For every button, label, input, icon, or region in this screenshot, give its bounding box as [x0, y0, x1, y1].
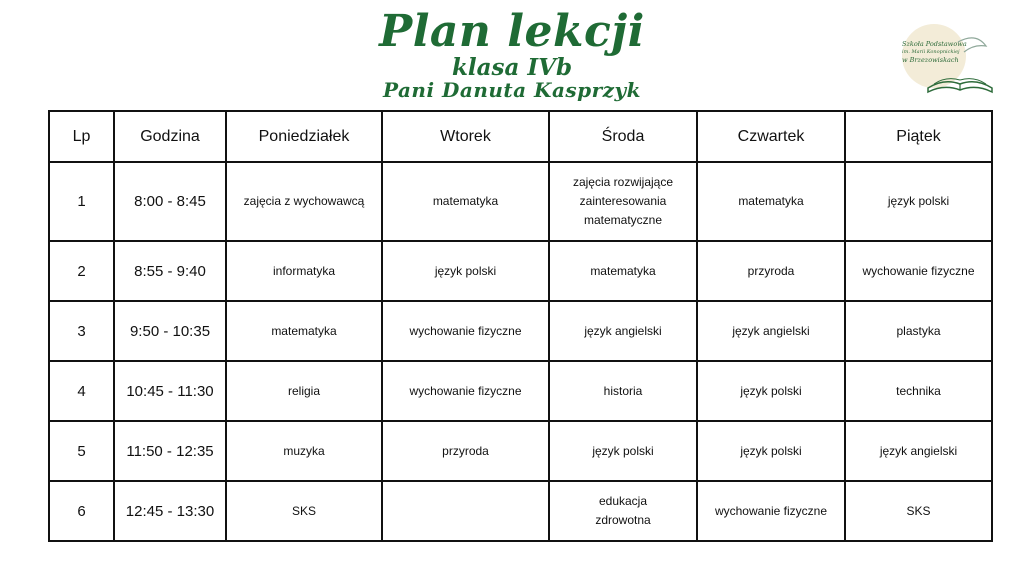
- table-row: [49, 421, 992, 481]
- timetable: [48, 110, 993, 542]
- lesson-time: 12:45 - 13:30: [114, 481, 226, 541]
- cell-thursday: język polski: [697, 361, 845, 421]
- table-row: [49, 241, 992, 301]
- cell-tuesday: [382, 481, 549, 541]
- cell-monday: SKS: [226, 481, 382, 541]
- header-poniedzialek: Poniedziałek: [226, 111, 382, 162]
- table-row: [49, 162, 992, 241]
- header-piatek: Piątek: [845, 111, 992, 162]
- header-godzina: Godzina: [114, 111, 226, 162]
- cell-wednesday: zajęcia rozwijające zainteresowania matematyczne: [549, 162, 697, 241]
- cell-thursday: przyroda: [697, 241, 845, 301]
- cell-monday: matematyka: [226, 301, 382, 361]
- table-row: [49, 301, 992, 361]
- lesson-number: 2: [49, 241, 114, 301]
- page-title: Plan lekcji: [379, 6, 645, 57]
- cell-tuesday: matematyka: [382, 162, 549, 241]
- cell-friday: plastyka: [845, 301, 992, 361]
- lesson-time: 10:45 - 11:30: [114, 361, 226, 421]
- lesson-number: 5: [49, 421, 114, 481]
- class-name: klasa IVb: [451, 54, 573, 81]
- lesson-time: 8:00 - 8:45: [114, 162, 226, 241]
- cell-wednesday: język angielski: [549, 301, 697, 361]
- cell-wednesday: historia: [549, 361, 697, 421]
- table-row: [49, 481, 992, 541]
- header-row: [49, 111, 992, 162]
- cell-wednesday: matematyka: [549, 241, 697, 301]
- cell-thursday: wychowanie fizyczne: [697, 481, 845, 541]
- cell-monday: muzyka: [226, 421, 382, 481]
- cell-wednesday: edukacja zdrowotna: [549, 481, 697, 541]
- school-logo: [898, 22, 994, 94]
- cell-friday: wychowanie fizyczne: [845, 241, 992, 301]
- lesson-time: 11:50 - 12:35: [114, 421, 226, 481]
- header-lp: Lp: [49, 111, 114, 162]
- header-sroda: Środa: [549, 111, 697, 162]
- cell-tuesday: wychowanie fizyczne: [382, 361, 549, 421]
- cell-friday: SKS: [845, 481, 992, 541]
- cell-monday: zajęcia z wychowawcą: [226, 162, 382, 241]
- cell-monday: informatyka: [226, 241, 382, 301]
- header-wtorek: Wtorek: [382, 111, 549, 162]
- cell-monday: religia: [226, 361, 382, 421]
- lesson-time: 8:55 - 9:40: [114, 241, 226, 301]
- header-czwartek: Czwartek: [697, 111, 845, 162]
- table-row: [49, 361, 992, 421]
- cell-thursday: język angielski: [697, 301, 845, 361]
- lesson-number: 3: [49, 301, 114, 361]
- cell-friday: język angielski: [845, 421, 992, 481]
- lesson-number: 1: [49, 162, 114, 241]
- cell-wednesday: język polski: [549, 421, 697, 481]
- cell-friday: język polski: [845, 162, 992, 241]
- teacher-name: Pani Danuta Kasprzyk: [382, 78, 642, 102]
- cell-friday: technika: [845, 361, 992, 421]
- cell-thursday: język polski: [697, 421, 845, 481]
- lesson-time: 9:50 - 10:35: [114, 301, 226, 361]
- lesson-number: 4: [49, 361, 114, 421]
- logo-text: Szkoła Podstawowa im. Marii Konopnickiej w Brzezowiskach: [902, 40, 967, 64]
- cell-tuesday: wychowanie fizyczne: [382, 301, 549, 361]
- lesson-number: 6: [49, 481, 114, 541]
- cell-tuesday: przyroda: [382, 421, 549, 481]
- cell-thursday: matematyka: [697, 162, 845, 241]
- cell-tuesday: język polski: [382, 241, 549, 301]
